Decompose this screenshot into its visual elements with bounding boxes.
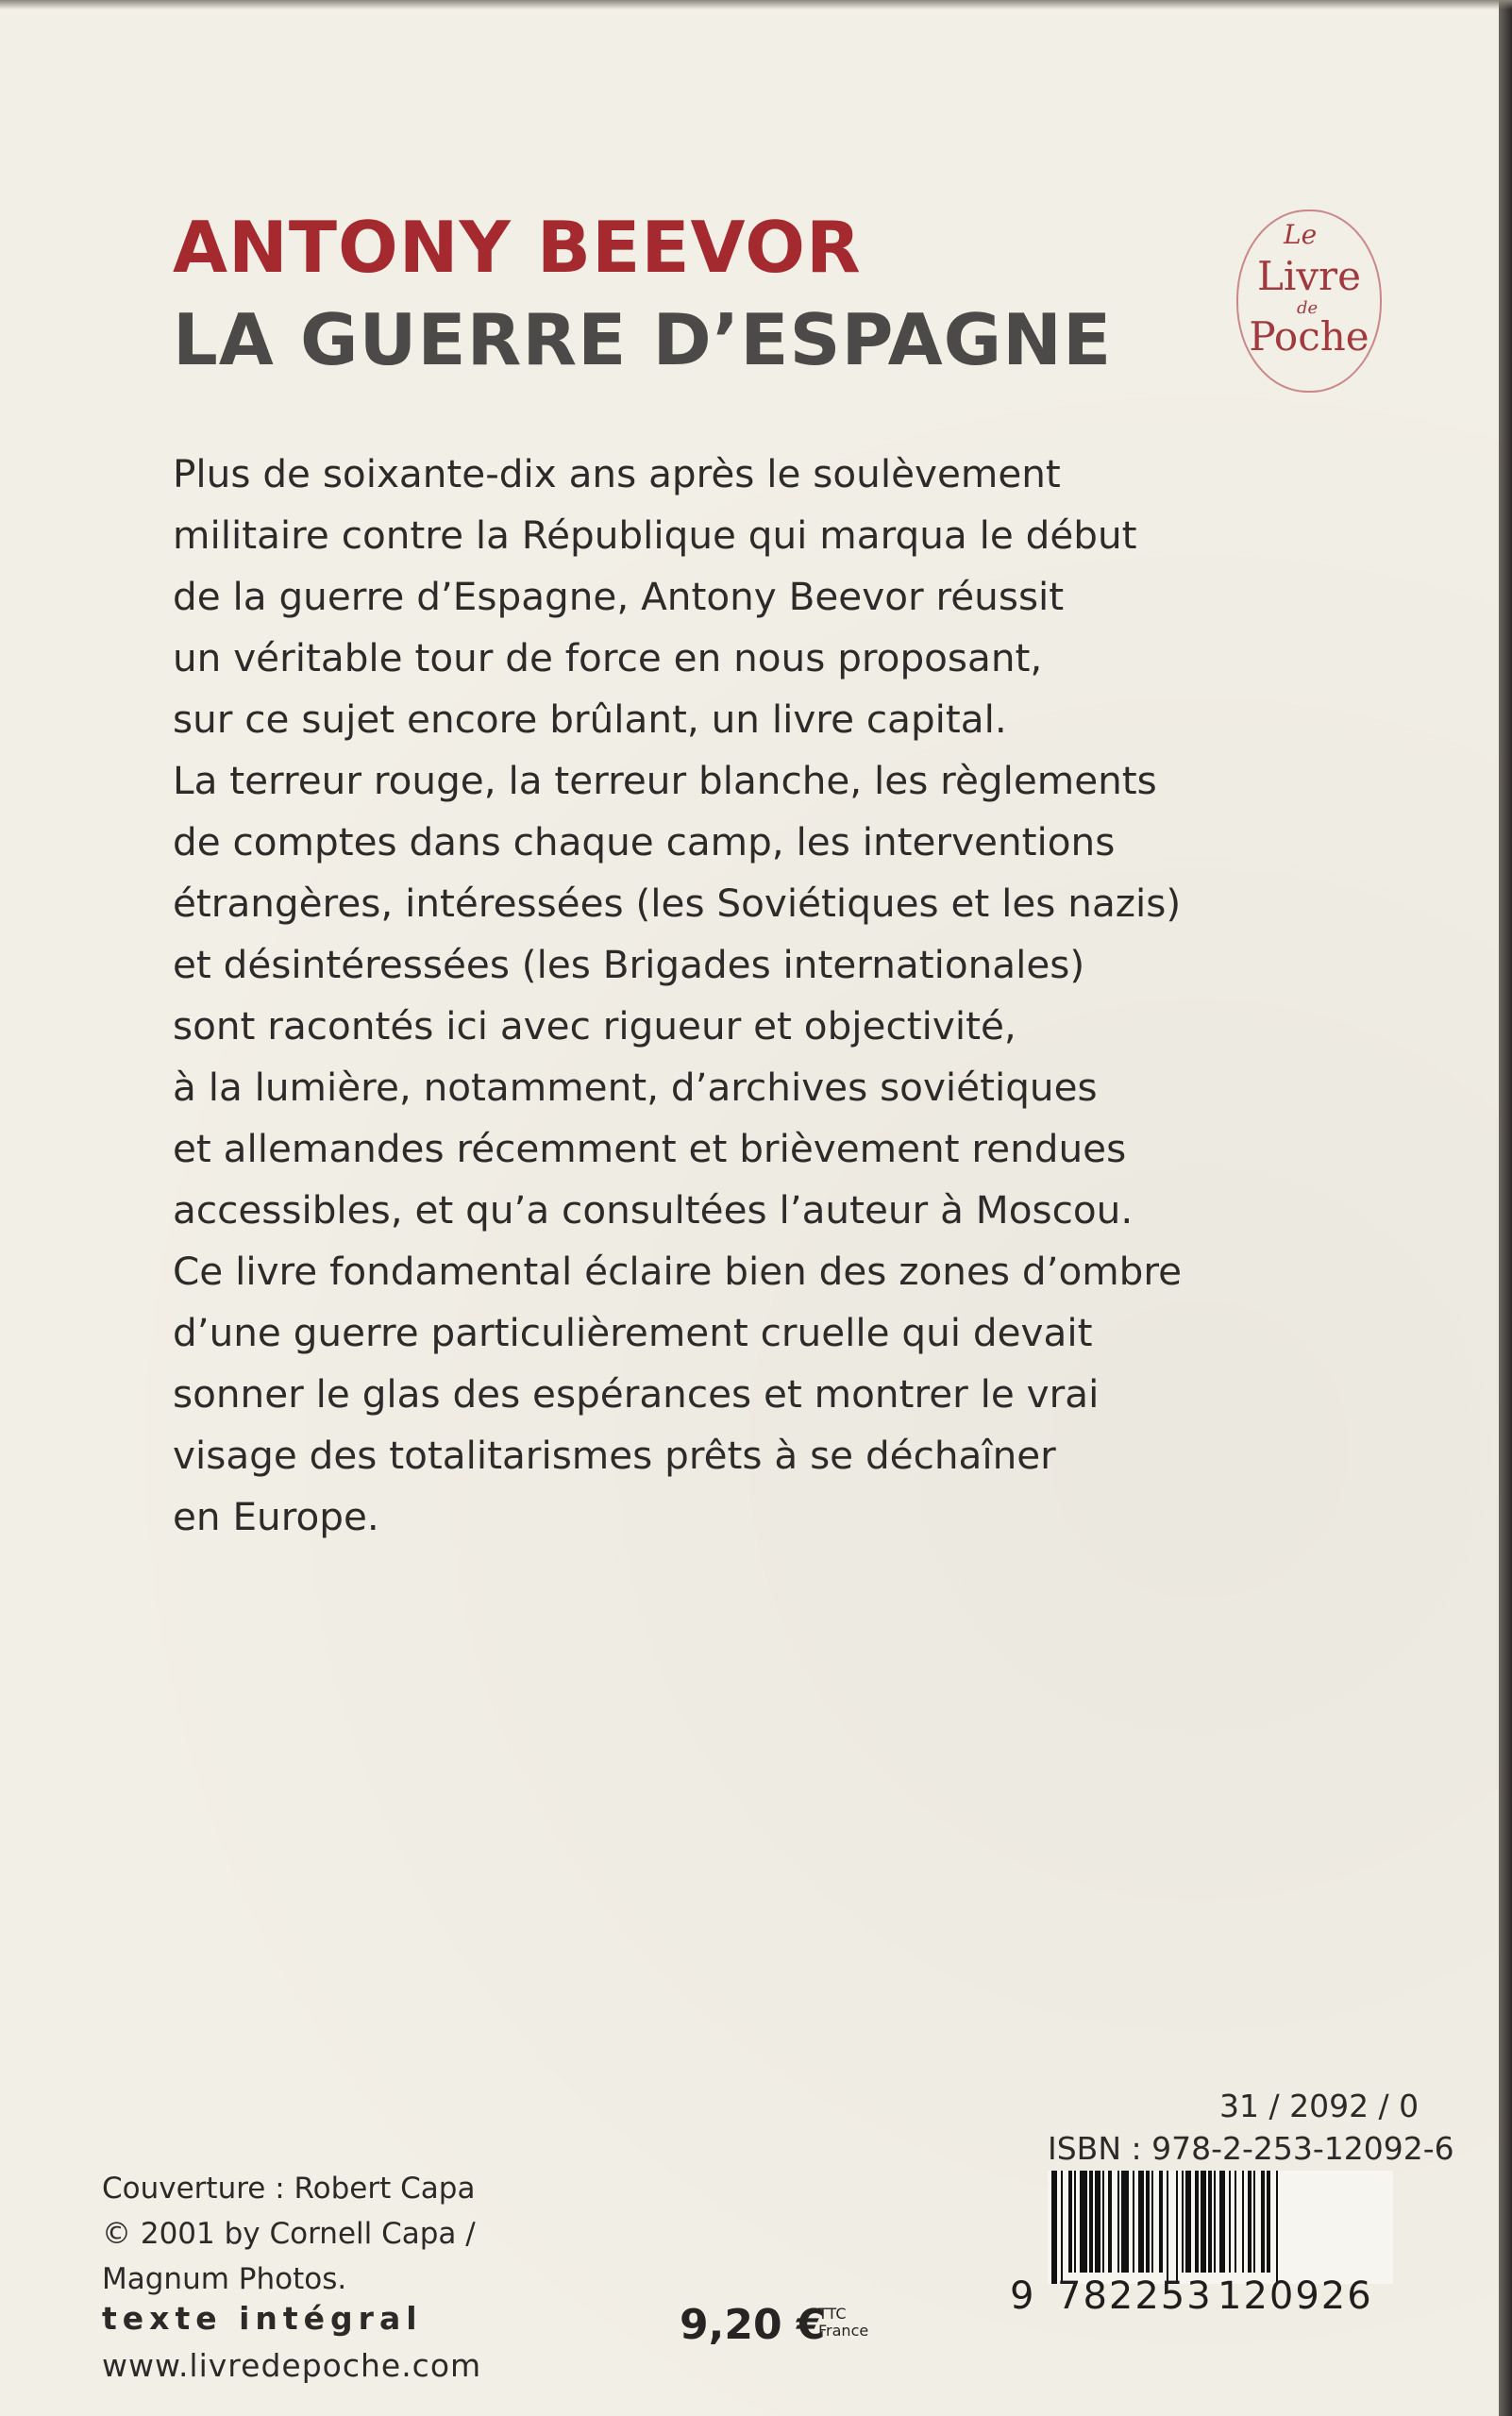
barcode-digits-left: 782253 bbox=[1057, 2274, 1213, 2318]
isbn-label: ISBN : 978-2-253-12092-6 bbox=[1048, 2130, 1454, 2167]
blurb-line: visage des totalitarismes prêts à se déchaîner bbox=[173, 1433, 1056, 1478]
cover-credits bbox=[102, 2166, 476, 2302]
blurb-text bbox=[173, 444, 1343, 1548]
internal-code: 31 / 2092 / 0 bbox=[1219, 2088, 1420, 2124]
blurb-line: un véritable tour de force en nous proposant, bbox=[173, 635, 1043, 680]
blurb-line: sonner le glas des espérances et montrer le vrai bbox=[173, 1371, 1100, 1417]
blurb-line: sur ce sujet encore brûlant, un livre capital. bbox=[173, 696, 1007, 742]
blurb-line: à la lumière, notamment, d’archives soviétiques bbox=[173, 1065, 1098, 1110]
publisher-url: www.livredepoche.com bbox=[102, 2347, 482, 2384]
blurb-line: accessibles, et qu’a consultées l’auteur à Moscou. bbox=[173, 1187, 1134, 1233]
logo-livre: Livre bbox=[1257, 253, 1361, 299]
blurb-line: La terreur rouge, la terreur blanche, les règlements bbox=[173, 758, 1157, 803]
blurb-line: militaire contre la République qui marqua le début bbox=[173, 512, 1137, 558]
blurb-line: de comptes dans chaque camp, les interventions bbox=[173, 819, 1116, 864]
blurb-line: et allemandes récemment et brièvement rendues bbox=[173, 1126, 1127, 1171]
blurb-line: sont racontés ici avec rigueur et objectivité, bbox=[173, 1003, 1016, 1049]
barcode-digit-first: 9 bbox=[1010, 2274, 1034, 2318]
author-name: ANTONY BEEVOR bbox=[173, 206, 862, 289]
credit-line: © 2001 by Cornell Capa / bbox=[102, 2217, 476, 2251]
publisher-logo bbox=[1236, 210, 1382, 393]
blurb-line: en Europe. bbox=[173, 1494, 379, 1539]
blurb-line: et désintéressées (les Brigades internationales) bbox=[173, 942, 1085, 987]
logo-de: de bbox=[1297, 298, 1319, 318]
price: 9,20 € bbox=[680, 2301, 826, 2349]
blurb-line: Ce livre fondamental éclaire bien des zones d’ombre bbox=[173, 1249, 1183, 1294]
blurb-line: étrangères, intéressées (les Soviétiques et les nazis) bbox=[173, 881, 1182, 926]
barcode bbox=[1048, 2171, 1393, 2284]
barcode-digits-right: 120926 bbox=[1218, 2274, 1373, 2318]
book-top-edge bbox=[0, 0, 1512, 9]
texte-integral-label: texte intégral bbox=[102, 2300, 423, 2337]
ttc-label: TTC bbox=[818, 2305, 847, 2323]
country-label: France bbox=[818, 2322, 869, 2340]
credit-line: Couverture : Robert Capa bbox=[102, 2172, 476, 2206]
credit-line: Magnum Photos. bbox=[102, 2262, 347, 2296]
book-spine-edge bbox=[1499, 0, 1512, 2416]
logo-le: Le bbox=[1284, 219, 1318, 250]
book-title: LA GUERRE D’ESPAGNE bbox=[173, 298, 1113, 381]
logo-poche: Poche bbox=[1249, 313, 1369, 360]
blurb-line: d’une guerre particulièrement cruelle qui devait bbox=[173, 1310, 1093, 1355]
blurb-line: de la guerre d’Espagne, Antony Beevor réussit bbox=[173, 574, 1065, 619]
blurb-line: Plus de soixante-dix ans après le soulèvement bbox=[173, 451, 1061, 496]
price-tax-note bbox=[818, 2306, 868, 2340]
